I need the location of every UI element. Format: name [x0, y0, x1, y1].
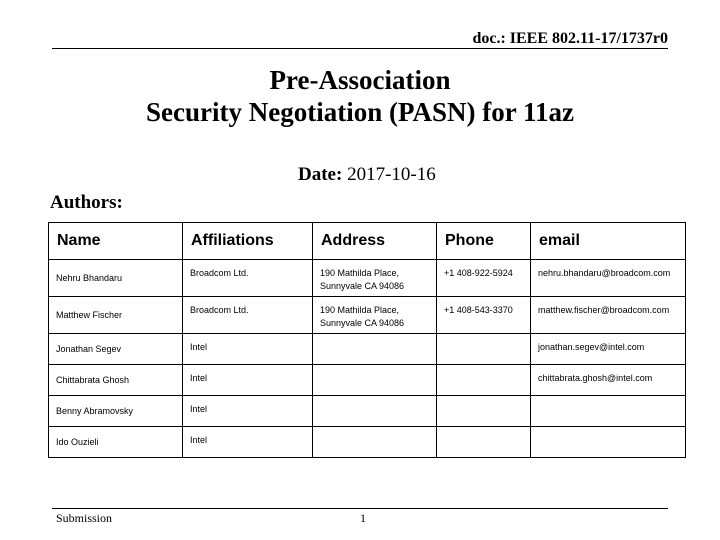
cell-affiliation: Broadcom Ltd.	[183, 297, 313, 334]
column-header-name: Name	[49, 223, 183, 260]
table-row	[49, 260, 686, 297]
column-header-address: Address	[313, 223, 437, 260]
title-line-2: Security Negotiation (PASN) for 11az	[146, 97, 574, 127]
cell-phone	[437, 365, 531, 396]
cell-email: chittabrata.ghosh@intel.com	[531, 365, 686, 396]
cell-affiliation: Intel	[183, 365, 313, 396]
cell-address	[313, 334, 437, 365]
cell-address	[313, 396, 437, 427]
footer-divider	[52, 508, 668, 509]
document-id: doc.: IEEE 802.11-17/1737r0	[472, 30, 668, 47]
cell-affiliation: Intel	[183, 334, 313, 365]
cell-name: Nehru Bhandaru	[49, 260, 183, 297]
cell-address	[313, 365, 437, 396]
column-header-email: email	[531, 223, 686, 260]
slide-title	[0, 64, 720, 128]
table-row	[49, 297, 686, 334]
table-row	[49, 334, 686, 365]
authors-heading: Authors:	[50, 192, 123, 213]
cell-address	[313, 260, 437, 297]
column-header-phone: Phone	[437, 223, 531, 260]
cell-email: matthew.fischer@broadcom.com	[531, 297, 686, 334]
cell-affiliation: Intel	[183, 427, 313, 458]
cell-phone: +1 408-922-5924	[437, 260, 531, 297]
cell-affiliation: Broadcom Ltd.	[183, 260, 313, 297]
cell-phone	[437, 334, 531, 365]
cell-address	[313, 427, 437, 458]
cell-phone	[437, 427, 531, 458]
cell-email	[531, 396, 686, 427]
cell-name: Ido Ouzieli	[49, 427, 183, 458]
column-header-affiliations: Affiliations	[183, 223, 313, 260]
header-divider	[52, 48, 668, 49]
footer-submission-label: Submission	[56, 511, 113, 525]
address-line-2: Sunnyvale CA 94086	[320, 318, 405, 328]
title-line-1: Pre-Association	[269, 65, 451, 95]
date-value: 2017-10-16	[347, 164, 436, 185]
table-row	[49, 396, 686, 427]
address-line-1: 190 Mathilda Place,	[320, 268, 400, 278]
address-line-2: Sunnyvale CA 94086	[320, 281, 405, 291]
cell-email: nehru.bhandaru@broadcom.com	[531, 260, 686, 297]
cell-name: Jonathan Segev	[49, 334, 183, 365]
table-row	[49, 365, 686, 396]
cell-name: Chittabrata Ghosh	[49, 365, 183, 396]
cell-phone: +1 408-543-3370	[437, 297, 531, 334]
date-label: Date:	[298, 164, 343, 185]
authors-table	[48, 222, 686, 458]
table-header-row	[49, 223, 686, 260]
cell-affiliation: Intel	[183, 396, 313, 427]
cell-phone	[437, 396, 531, 427]
cell-email: jonathan.segev@intel.com	[531, 334, 686, 365]
cell-address	[313, 297, 437, 334]
cell-email	[531, 427, 686, 458]
page-number: 1	[360, 511, 366, 525]
cell-name: Benny Abramovsky	[49, 396, 183, 427]
cell-name: Matthew Fischer	[49, 297, 183, 334]
address-line-1: 190 Mathilda Place,	[320, 305, 400, 315]
table-row	[49, 427, 686, 458]
date-line	[298, 164, 436, 186]
